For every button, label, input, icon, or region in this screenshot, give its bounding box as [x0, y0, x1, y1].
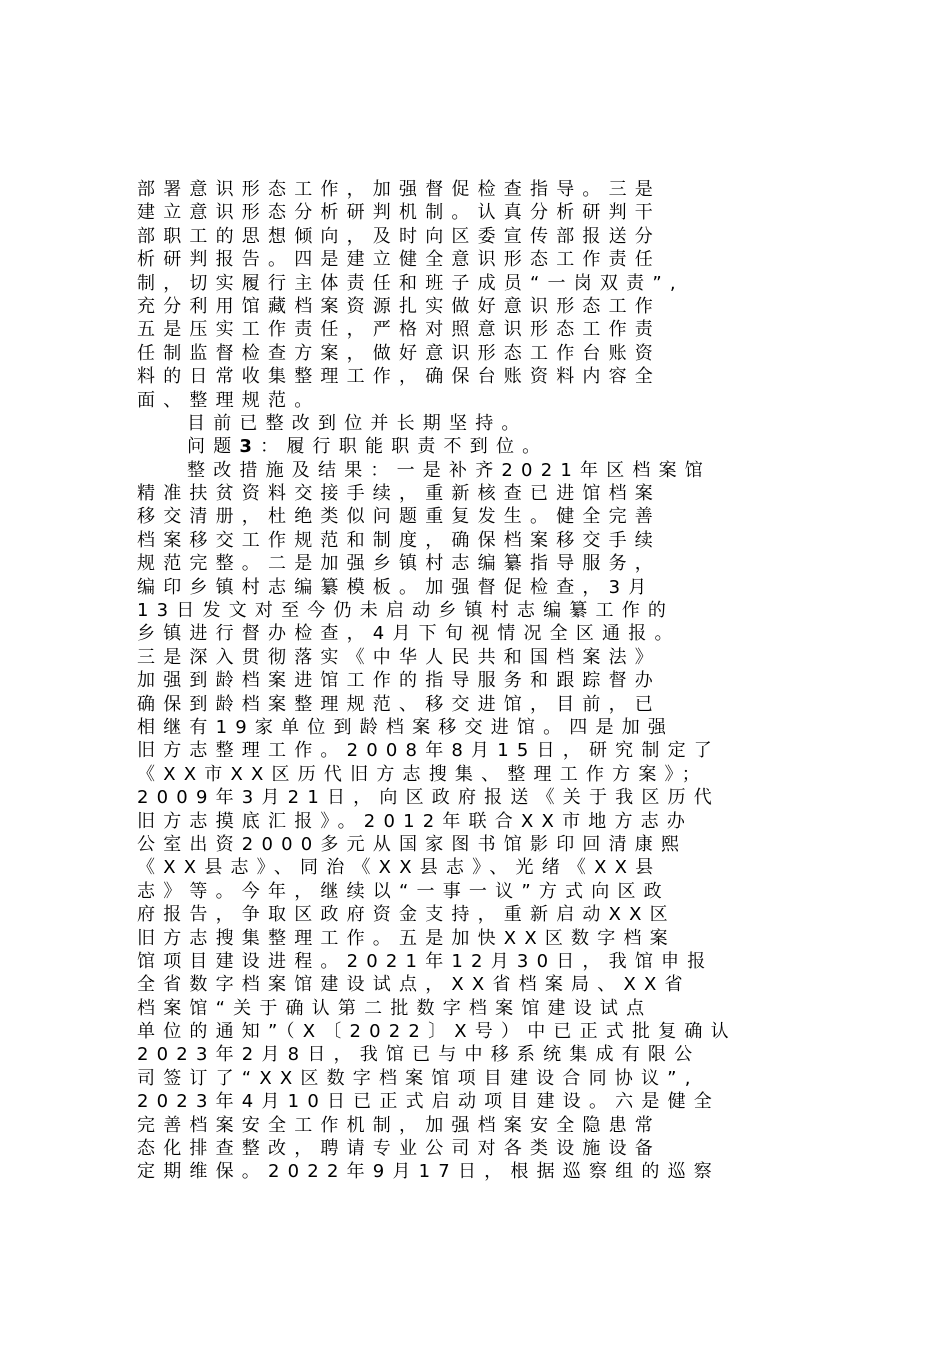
text-line-7: 五是压实工作责任，严格对照意识形态工作责 [137, 319, 661, 341]
text-line-34: 馆项目建设进程。2021年12月30日，我馆申报 [137, 950, 714, 972]
issue-number: 3 [239, 436, 261, 458]
text-line-10: 面、整理规范。 [137, 389, 321, 411]
text-line-36: 档案馆“关于确认第二批数字档案馆建设试点 [137, 997, 653, 1019]
document-body [137, 178, 837, 1184]
text-line-39: 司签订了“XX区数字档案馆项目建设合同协议”, [137, 1067, 699, 1089]
status-paragraph: 目前已整改到位并长期坚持。 [187, 412, 528, 434]
text-line-9: 料的日常收集整理工作，确保台账资料内容全 [137, 366, 661, 388]
text-line-27: 2009年3月21日，向区政府报送《关于我区历代 [137, 787, 720, 809]
text-line-4: 析研判报告。四是建立健全意识形态工作责任 [137, 249, 661, 271]
text-line-32: 府报告，争取区政府资金支持，重新启动XX区 [137, 904, 676, 926]
measures-paragraph-start: 整改措施及结果：一是补齐2021年区档案馆 [187, 459, 712, 481]
text-line-23: 确保到龄档案整理规范、移交进馆，目前，已 [137, 693, 661, 715]
text-line-28: 旧方志摸底汇报》。2012年联合XX市地方志办 [137, 810, 694, 832]
text-line-20: 乡镇进行督办检查，4月下旬视情况全区通报。 [137, 623, 681, 645]
text-line-30: 《XX县志》、同治《XX县志》、光绪《XX县 [137, 857, 662, 879]
issue-heading: 问题3：履行职能职责不到位。 [187, 436, 549, 458]
text-line-42: 态化排查整改，聘请专业公司对各类设施设备 [137, 1138, 661, 1160]
text-line-6: 充分利用馆藏档案资源扎实做好意识形态工作 [137, 295, 661, 317]
text-line-35: 全省数字档案馆建设试点，XX省档案局、XX省 [137, 974, 691, 996]
text-line-40: 2023年4月10日已正式启动项目建设。六是健全 [137, 1091, 720, 1113]
text-line-2: 建立意识形态分析研判机制。认真分析研判干 [137, 202, 661, 224]
text-line-8: 任制监督检查方案，做好意识形态工作台账资 [137, 342, 661, 364]
text-line-37: 单位的通知”（X〔2022〕X号）中已正式批复确认 [137, 1021, 737, 1043]
text-line-18: 编印乡镇村志编纂模板。加强督促检查，3月 [137, 576, 655, 598]
text-line-15: 移交清册，杜绝类似问题重复发生。健全完善 [137, 506, 661, 528]
text-line-21: 三是深入贯彻落实《中华人民共和国档案法》 [137, 646, 661, 668]
text-line-19: 13日发文对至今仍未启动乡镇村志编纂工作的 [137, 600, 675, 622]
text-line-22: 加强到龄档案进馆工作的指导服务和跟踪督办 [137, 670, 661, 692]
text-line-41: 完善档案安全工作机制，加强档案安全隐患常 [137, 1114, 661, 1136]
text-line-33: 旧方志搜集整理工作。五是加快XX区数字档案 [137, 927, 676, 949]
text-line-5: 制，切实履行主体责任和班子成员“一岗双责”, [137, 272, 684, 294]
text-line-43: 定期维保。2022年9月17日，根据巡察组的巡察 [137, 1161, 720, 1183]
text-line-29: 公室出资2000多元从国家图书馆影印回清康熙 [137, 833, 688, 855]
text-line-24: 相继有19家单位到龄档案移交进馆。四是加强 [137, 716, 675, 738]
text-line-31: 志》等。今年，继续以“一事一议”方式向区政 [137, 880, 670, 902]
text-line-14: 精准扶贫资料交接手续，重新核查已进馆档案 [137, 483, 661, 505]
text-line-16: 档案移交工作规范和制度，确保档案移交手续 [137, 529, 661, 551]
text-line-26: 《XX市XX区历代旧方志搜集、整理工作方案》； [137, 763, 708, 785]
text-line-25: 旧方志整理工作。2008年8月15日，研究制定了 [137, 740, 720, 762]
text-line-38: 2023年2月8日，我馆已与中移系统集成有限公 [137, 1044, 701, 1066]
text-line-1: 部署意识形态工作，加强督促检查指导。三是 [137, 179, 661, 200]
text-line-17: 规范完整。二是加强乡镇村志编纂指导服务， [137, 553, 661, 575]
text-line-3: 部职工的思想倾向，及时向区委宣传部报送分 [137, 225, 661, 247]
